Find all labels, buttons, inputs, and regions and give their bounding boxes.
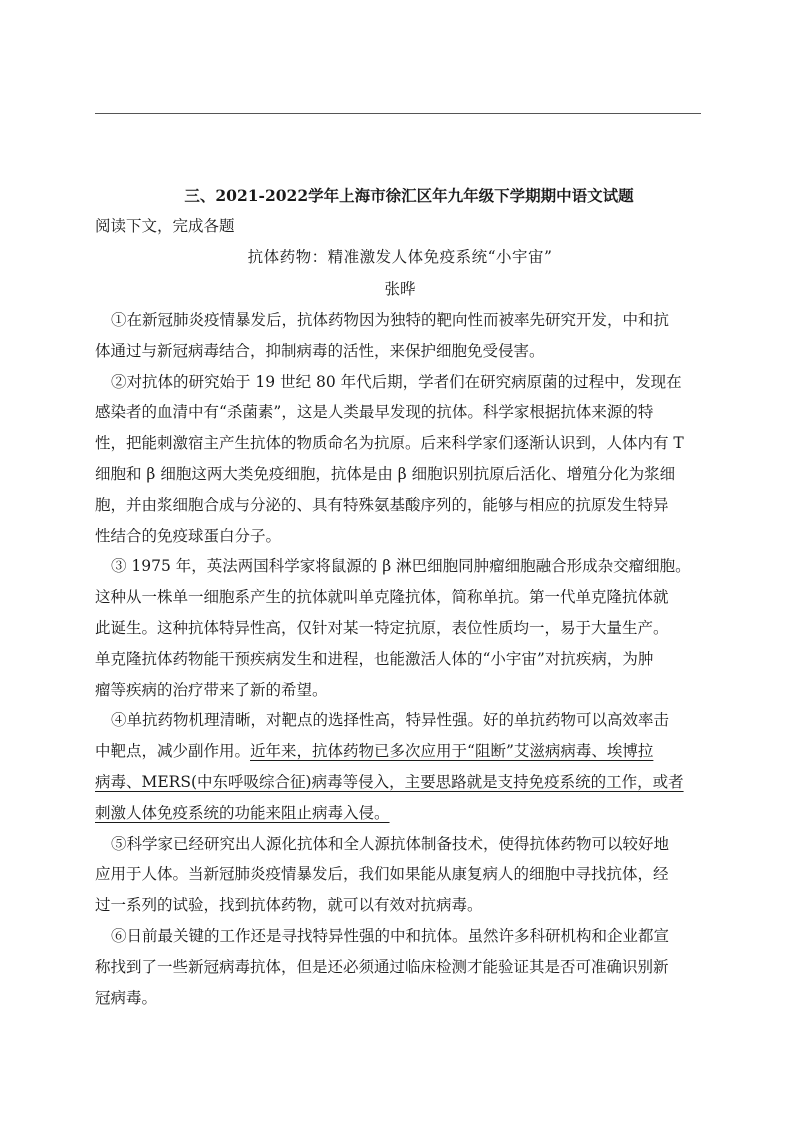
paragraph-line (95, 767, 717, 798)
underlined-sentence: 病毒、MERS(中东呼吸综合征)病毒等侵入，主要思路就是支持免疫系统的工作，或者 (95, 772, 684, 791)
paragraph-line: ③ 1975 年，英法两国科学家将鼠源的 β 淋巴细胞同肿瘤细胞融合形成杂交瘤细胞。 (111, 557, 691, 576)
paragraph-line: 细胞和 β 细胞这两大类免疫细胞，抗体是由 β 细胞识别抗原后活化、增殖分化为浆细 (95, 464, 676, 483)
paragraph-1 (95, 305, 717, 367)
paragraph-4 (95, 705, 717, 828)
article-title: 抗体药物：精准激发人体免疫系统“小宇宙” (247, 248, 553, 266)
paragraph-line: 瘤等疾病的治疗带来了新的希望。 (95, 680, 328, 699)
paragraph-line: 单克隆抗体药物能干预疾病发生和进程，也能激活人体的“小宇宙”对抗疾病，为肿 (95, 649, 654, 668)
paragraph-3 (95, 551, 717, 705)
article-author: 张晔 (384, 280, 416, 298)
paragraph-line: 体通过与新冠病毒结合，抑制病毒的活性，来保护细胞免受侵害。 (95, 341, 545, 360)
paragraph-line (95, 736, 717, 767)
reading-instruction: 阅读下文，完成各题 (95, 217, 235, 235)
paragraph-5 (95, 829, 717, 921)
plain-text: 中靶点，减少副作用。 (95, 742, 251, 761)
header-rule (95, 113, 701, 114)
article-body (95, 305, 717, 1013)
paragraph-line: 应用于人体。当新冠肺炎疫情暴发后，我们如果能从康复病人的细胞中寻找抗体，经 (95, 865, 669, 884)
underlined-sentence: 刺激人体免疫系统的功能来阻止病毒入侵。 (95, 803, 390, 822)
paragraph-line: 称找到了一些新冠病毒抗体，但是还必须通过临床检测才能验证其是否可准确识别新 (95, 957, 669, 976)
paragraph-line (95, 798, 717, 829)
paragraph-line: 过一系列的试验，找到抗体药物，就可以有效对抗病毒。 (95, 896, 483, 915)
paragraph-line: ②对抗体的研究始于 19 世纪 80 年代后期，学者们在研究病原菌的过程中，发现在 (111, 372, 682, 391)
paragraph-line: 性结合的免疫球蛋白分子。 (95, 526, 282, 545)
paragraph-6 (95, 921, 717, 1013)
paragraph-line: 胞，并由浆细胞合成与分泌的、具有特殊氨基酸序列的，能够与相应的抗原发生特异 (95, 495, 669, 514)
paragraph-2 (95, 367, 717, 552)
exam-title: 三、2021-2022学年上海市徐汇区年九年级下学期期中语文试题 (184, 186, 634, 205)
paragraph-line: ④单抗药物机理清晰，对靶点的选择性高，特异性强。好的单抗药物可以高效率击 (111, 711, 670, 730)
paragraph-line: 性，把能刺激宿主产生抗体的物质命名为抗原。后来科学家们逐渐认识到，人体内有 T (95, 434, 684, 453)
paragraph-line: 此诞生。这种抗体特异性高，仅针对某一特定抗原，表位性质均一，易于大量生产。 (95, 618, 669, 637)
paragraph-line: 这种从一株单一细胞系产生的抗体就叫单克隆抗体，简称单抗。第一代单克隆抗体就 (95, 588, 669, 607)
paragraph-line: 冠病毒。 (95, 988, 158, 1007)
paragraph-line: ⑥日前最关键的工作还是寻找特异性强的中和抗体。虽然许多科研机构和企业都宣 (111, 926, 670, 945)
paragraph-line: ①在新冠肺炎疫情暴发后，抗体药物因为独特的靶向性而被率先研究开发，中和抗 (111, 311, 670, 329)
paragraph-line: 感染者的血清中有“杀菌素”，这是人类最早发现的抗体。科学家根据抗体来源的特 (95, 403, 654, 422)
underlined-sentence: 近年来，抗体药物已多次应用于“阻断”艾滋病病毒、埃博拉 (250, 742, 654, 761)
paragraph-line: ⑤科学家已经研究出人源化抗体和全人源抗体制备技术，使得抗体药物可以较好地 (111, 834, 670, 853)
